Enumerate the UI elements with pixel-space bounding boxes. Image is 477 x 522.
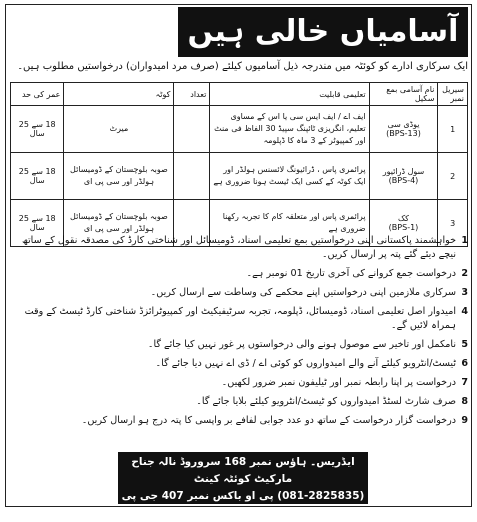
- instruction-text: درخواست جمع کروانے کی آخری تاریخ 01 نومبر ہے۔: [246, 268, 456, 279]
- instruction-item: [10, 414, 468, 428]
- post-name: کک: [398, 214, 409, 223]
- header-qualification: تعلیمی قابلیت: [210, 83, 369, 106]
- header-post: نام آسامی بمع سکیل: [369, 83, 438, 106]
- row-post: [369, 153, 438, 200]
- address-box: [118, 452, 368, 519]
- header-quantity: تعداد: [174, 83, 210, 106]
- instruction-text: درخواست گزار درخواست کے ساتھ دو عدد جوابی لفافے بر واپسی کا پتہ درج ہو ارسال کریں۔: [81, 415, 456, 426]
- row-quota: میرٹ: [64, 106, 174, 153]
- post-scale: (BPS-1): [388, 223, 419, 232]
- instruction-text: ٹیسٹ/انٹرویو کیلئے آنے والے امیدواروں کو کوئی اے / ڈی اے نہیں دیا جائے گا۔: [155, 358, 456, 369]
- instruction-text: خواہشمند پاکستانی اپنی درخواستیں بمع تعلیمی اسناد، ڈومیسائل اور شناختی کارڈ کی مصدقہ نقول کے ساتھ نیچے دیئے گئے پتہ پر ارسال کریں۔: [21, 235, 456, 260]
- instruction-text: نامکمل اور تاخیر سے موصول ہونے والی درخواستوں پر غور نہیں کیا جائے گا۔: [147, 339, 456, 350]
- instruction-number: 8: [461, 396, 468, 407]
- instruction-text: امیدوار اصل تعلیمی اسناد، ڈومیسائل، ڈپلومہ، تجربہ سرٹیفیکیٹ اور کمپیوٹرائزڈ شناختی کارڈ ٹیسٹ کے وقت ہمراہ لائیں گے۔: [24, 306, 456, 331]
- instructions-list: [10, 234, 468, 433]
- row-age: 18 سے 25 سال: [11, 106, 64, 153]
- table-header-row: [11, 83, 468, 106]
- instruction-item: [10, 267, 468, 281]
- row-quantity: [174, 153, 210, 200]
- header-serial: سیریل نمبر: [438, 83, 468, 106]
- row-post: [369, 106, 438, 153]
- row-age: 18 سے 25 سال: [11, 200, 64, 247]
- post-name: یوڈی سی: [387, 120, 420, 129]
- instruction-item: [10, 395, 468, 409]
- instruction-item: [10, 286, 468, 300]
- row-quota: صوبہ بلوچستان کے ڈومیسائل ہولڈر اور سی پی ای: [64, 200, 174, 247]
- instruction-item: [10, 338, 468, 352]
- vacancy-table: [10, 82, 468, 247]
- instruction-item: [10, 305, 468, 333]
- row-serial: 3: [438, 200, 468, 247]
- instruction-item: [10, 234, 468, 262]
- instruction-number: 5: [461, 339, 468, 350]
- instruction-number: 9: [461, 415, 468, 426]
- header-age: عمر کی حد: [11, 83, 64, 106]
- header-quota: کوٹہ: [64, 83, 174, 106]
- intro-text: ایک سرکاری ادارے کو کوئٹہ میں مندرجہ ذیل آسامیوں کیلئے (صرف مرد امیدواران) درخواستیں مطلوب ہیں۔: [17, 61, 468, 72]
- row-age: 18 سے 25 سال: [11, 153, 64, 200]
- row-qualification: پرائمری پاس ، ڈرائیونگ لائسنس ہولڈر اور ایک کوٹہ کے کسی ایک ٹیسٹ ہونا ضروری ہے: [210, 153, 369, 200]
- ad-title: آسامیاں خالی ہیں: [178, 7, 468, 57]
- address-line: ایڈریس۔ ہاؤس نمبر 168 سروروڈ نالہ جناح مارکیٹ کوئٹہ کینٹ: [131, 456, 355, 485]
- instruction-item: [10, 357, 468, 371]
- row-qualification: ایف اے / ایف ایس سی یا اس کے مساوی تعلیم، انگریزی ٹائپنگ سپیڈ 30 الفاظ فی منٹ اور کمپیوٹر کے 3 ماہ کا ڈپلومہ: [210, 106, 369, 153]
- post-name: سول ڈرائیور: [382, 167, 425, 176]
- row-quantity: [174, 106, 210, 153]
- post-scale: (BPS-13): [386, 129, 421, 138]
- row-serial: 2: [438, 153, 468, 200]
- row-serial: 1: [438, 106, 468, 153]
- row-quota: صوبہ بلوچستان کے ڈومیسائل ہولڈر اور سی پی ای: [64, 153, 174, 200]
- instruction-number: 6: [461, 358, 468, 369]
- instruction-number: 3: [461, 287, 468, 298]
- instruction-text: درخواست پر اپنا رابطہ نمبر اور ٹیلیفون نمبر ضرور لکھیں۔: [221, 377, 456, 388]
- instruction-number: 2: [461, 268, 468, 279]
- instruction-number: 1: [461, 235, 468, 246]
- instruction-text: صرف شارٹ لسٹڈ امیدواروں کو ٹیسٹ/انٹرویو کیلئے بلایا جائے گا۔: [196, 396, 456, 407]
- instruction-number: 4: [461, 306, 468, 317]
- table-row: [11, 106, 468, 153]
- row-qualification: پرائمری پاس اور متعلقہ کام کا تجربہ رکھنا ضروری ہے: [210, 200, 369, 247]
- address-po-box: (081-2825835) پی او باکس نمبر 407 جی پی او کوئٹہ: [121, 490, 365, 519]
- table-row: [11, 153, 468, 200]
- instruction-number: 7: [461, 377, 468, 388]
- instruction-text: سرکاری ملازمین اپنی درخواستیں اپنے محکمے کی وساطت سے ارسال کریں۔: [150, 287, 456, 298]
- post-scale: (BPS-4): [388, 176, 419, 185]
- instruction-item: [10, 376, 468, 390]
